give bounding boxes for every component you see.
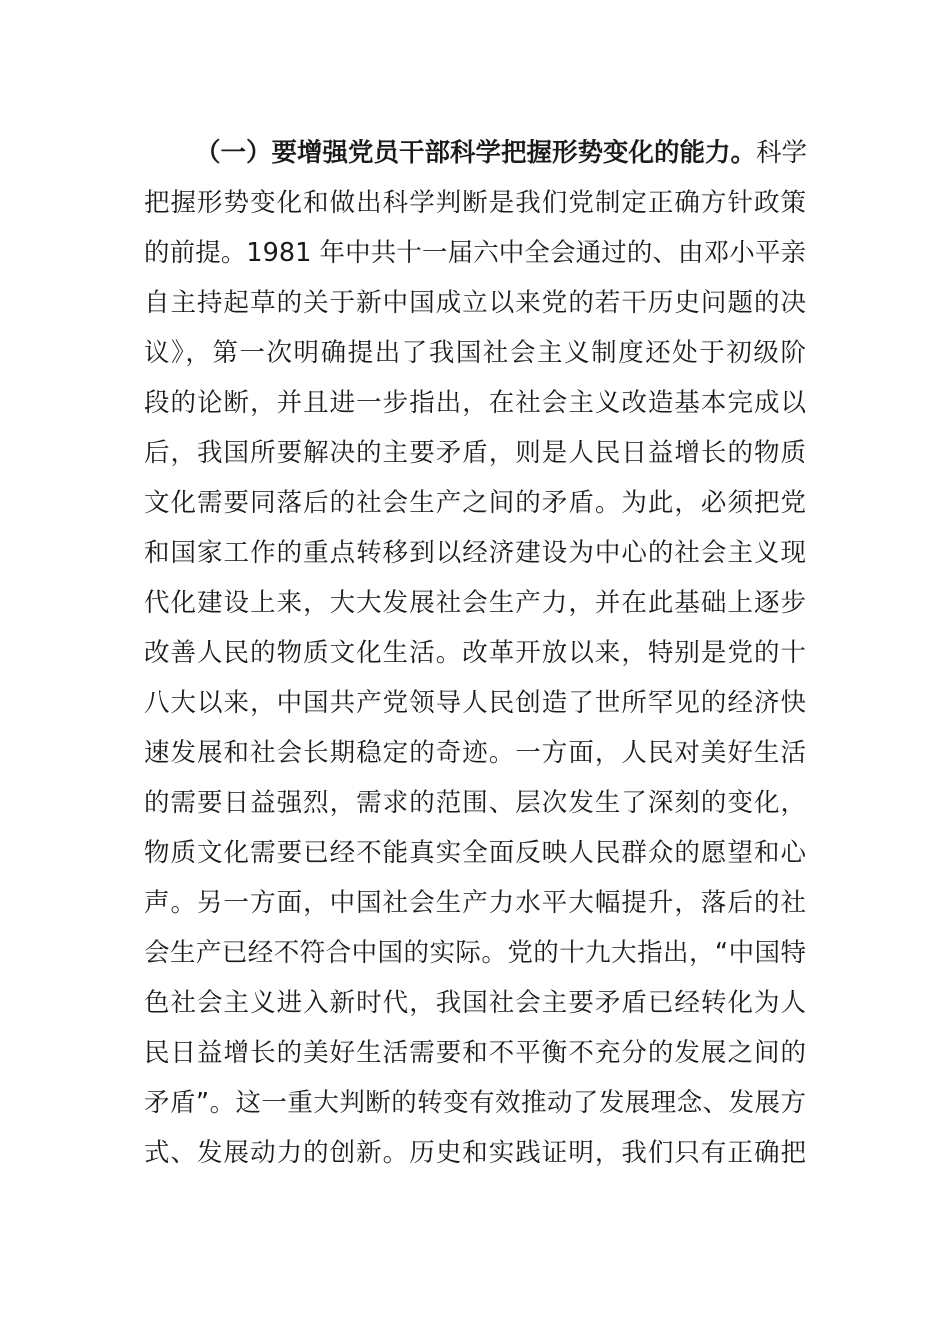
paragraph-line: 的需要日益强烈，需求的范围、层次发生了深刻的变化，: [144, 788, 806, 818]
body-paragraph: [144, 128, 806, 1178]
paragraph-line: 代化建设上来，大大发展社会生产力，并在此基础上逐步: [144, 588, 806, 618]
paragraph-line-text: 科学: [756, 138, 808, 168]
paragraph-line: 色社会主义进入新时代，我国社会主要矛盾已经转化为人: [144, 988, 806, 1018]
section-heading: （一）要增强党员干部科学把握形势变化的能力。: [195, 138, 757, 168]
paragraph-line: 改善人民的物质文化生活。改革开放以来，特别是党的十: [144, 638, 806, 668]
paragraph-line: 段的论断，并且进一步指出，在社会主义改造基本完成以: [144, 388, 806, 418]
paragraph-line: 八大以来，中国共产党领导人民创造了世所罕见的经济快: [144, 688, 806, 718]
paragraph-line: 把握形势变化和做出科学判断是我们党制定正确方针政策: [144, 188, 806, 218]
paragraph-line: 会生产已经不符合中国的实际。党的十九大指出，“中国特: [144, 938, 806, 968]
paragraph-line: 后，我国所要解决的主要矛盾，则是人民日益增长的物质: [144, 438, 806, 468]
paragraph-line: 自主持起草的关于新中国成立以来党的若干历史问题的决: [144, 288, 806, 318]
paragraph-line: 民日益增长的美好生活需要和不平衡不充分的发展之间的: [144, 1038, 806, 1068]
paragraph-line: 式、发展动力的创新。历史和实践证明，我们只有正确把: [144, 1138, 806, 1168]
paragraph-line: 速发展和社会长期稳定的奇迹。一方面，人民对美好生活: [144, 738, 806, 768]
paragraph-line: 文化需要同落后的社会生产之间的矛盾。为此，必须把党: [144, 488, 806, 518]
paragraph-line: 和国家工作的重点转移到以经济建设为中心的社会主义现: [144, 538, 806, 568]
paragraph-line: 矛盾”。这一重大判断的转变有效推动了发展理念、发展方: [144, 1088, 806, 1118]
paragraph-line: 的前提。1981 年中共十一届六中全会通过的、由邓小平亲: [144, 238, 806, 268]
paragraph-line: [144, 128, 806, 178]
paragraph-line: 物质文化需要已经不能真实全面反映人民群众的愿望和心: [144, 838, 806, 868]
paragraph-line: 声。另一方面，中国社会生产力水平大幅提升，落后的社: [144, 888, 806, 918]
paragraph-line: 议》，第一次明确提出了我国社会主义制度还处于初级阶: [144, 338, 806, 368]
